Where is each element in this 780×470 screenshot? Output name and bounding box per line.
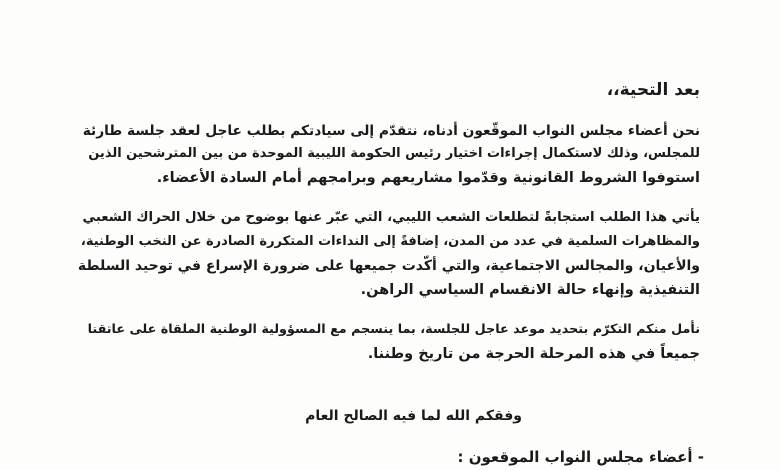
greeting: بعد التحية،، [606, 80, 700, 100]
closing-line: وفقكم الله لما فيه الصالح العام [305, 408, 522, 424]
paragraph-1-line-2: للمجلس، وذلك لاستكمال إجراءات اختيار رئيس الحكومة الليبية الموحدة من بين المترشحين الذين [88, 146, 700, 161]
paragraph-2-line-4: التنفيذية وإنهاء حالة الانقسام السياسي الراهن. [360, 282, 700, 298]
paragraph-1-line-3: استوفوا الشروط القانونية وقدّموا مشاريعهم وبرامجهم أمام السادة الأعضاء. [156, 170, 700, 186]
paragraph-3-line-2: جميعاً في هذه المرحلة الحرجة من تاريخ وطننا. [367, 346, 700, 362]
paragraph-2-line-1: يأتي هذا الطلب استجابةً لتطلعات الشعب الليبي، التي عبّر عنها بوضوح من خلال الحراك الشعبي [82, 210, 700, 225]
signers-heading [458, 448, 711, 466]
signers-label: أعضاء مجلس النواب الموقعون : [457, 448, 693, 466]
paragraph-2-line-2: والمظاهرات السلمية في عدد من المدن، إضافةً إلى النداءات المتكررة الصادرة عن النخب الوطنية، [80, 234, 700, 249]
paragraph-1-line-1: نحن أعضاء مجلس النواب الموقّعون أدناه، نتقدّم إلى سيادتكم بطلب عاجل لعقد جلسة طارئة [82, 123, 700, 139]
paragraph-2-line-3: والأعيان، والمجالس الاجتماعية، والتي أكّدت جميعها على ضرورة الإسراع في توحيد السلطة [77, 258, 700, 274]
paragraph-3-line-1: نأمل منكم التكرّم بتحديد موعد عاجل للجلسة، بما ينسجم مع المسؤولية الوطنية الملقاة على عاتقنا [87, 322, 700, 337]
signers-dash: - [697, 448, 704, 466]
